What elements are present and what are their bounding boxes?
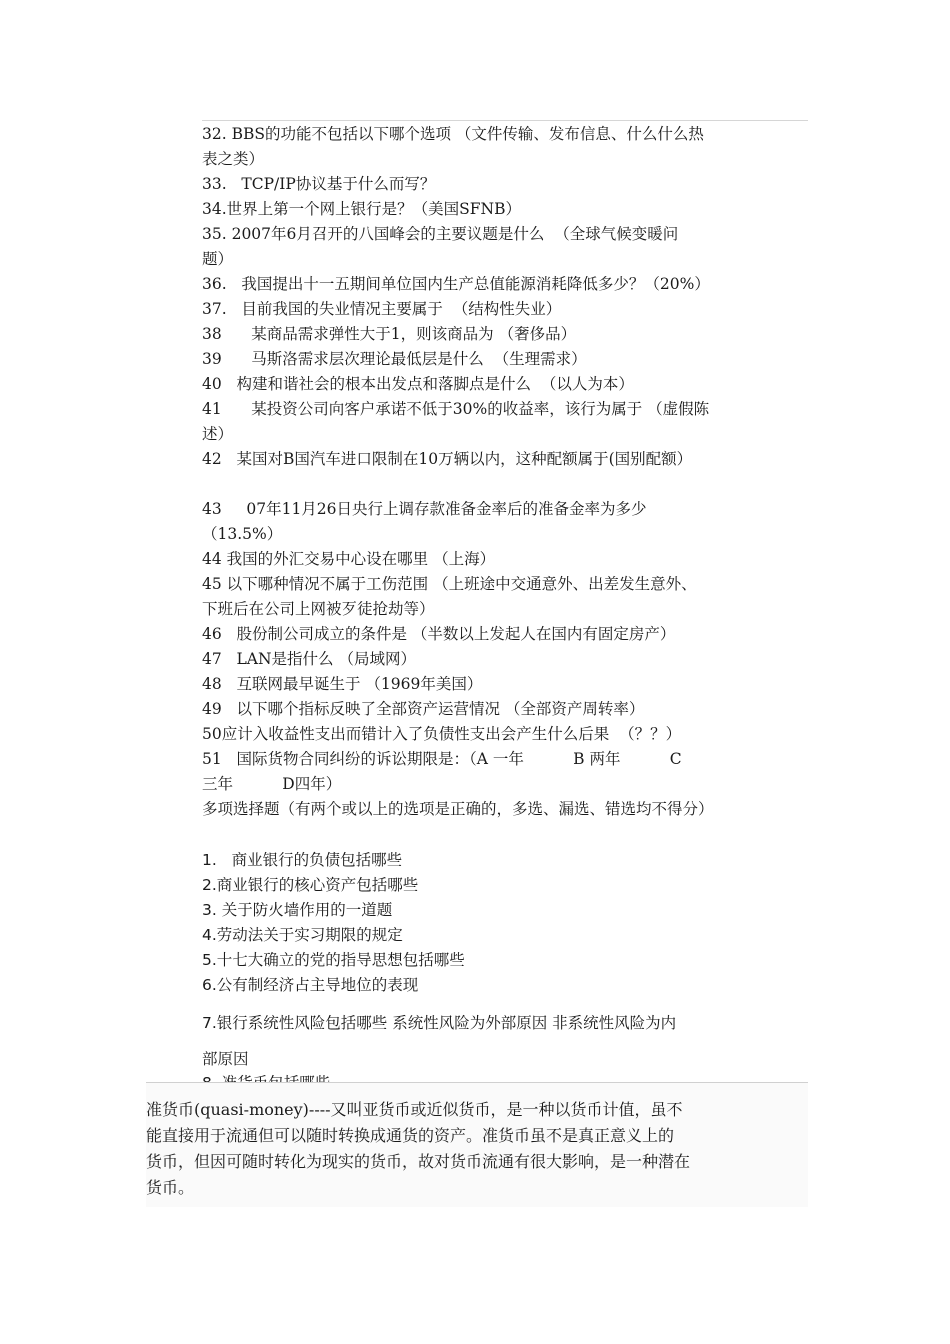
question-line: 40 构建和谐社会的根本出发点和落脚点是什么 （以人为本）	[202, 375, 634, 393]
multi-item: 6.公有制经济占主导地位的表现	[202, 976, 419, 994]
multi-item: 2.商业银行的核心资产包括哪些	[202, 876, 419, 894]
question-line: 45 以下哪种情况不属于工伤范围 （上班途中交通意外、出差发生意外、	[202, 575, 697, 593]
question-line: 50应计入收益性支出而错计入了负债性支出会产生什么后果 （？？）	[202, 725, 682, 743]
question-line: 34.世界上第一个网上银行是？（美国SFNB）	[202, 200, 521, 218]
item-7-line: 7.银行系统性风险包括哪些 系统性风险为外部原因 非系统性风险为内	[202, 1014, 677, 1032]
question-list	[202, 122, 808, 822]
question-line: 39 马斯洛需求层次理论最低层是什么 （生理需求）	[202, 350, 587, 368]
item-7-line: 部原因	[202, 1050, 249, 1068]
multi-choice-list	[202, 848, 808, 998]
question-line: 41 某投资公司向客户承诺不低于30%的收益率，该行为属于 （虚假陈	[202, 400, 710, 418]
question-line: 题）	[202, 250, 234, 268]
question-line: 43 07年11月26日央行上调存款准备金率后的准备金率为多少	[202, 500, 647, 518]
question-line: 51 国际货物合同纠纷的诉讼期限是：（A 一年 B 两年 C	[202, 750, 682, 768]
quasi-money-definition	[146, 1082, 808, 1207]
question-line: 三年 D四年）	[202, 775, 342, 793]
question-line: 33. TCP/IP协议基于什么而写？	[202, 175, 436, 193]
question-line: 37. 目前我国的失业情况主要属于 （结构性失业）	[202, 300, 562, 318]
definition-line: 能直接用于流通但可以随时转换成通货的资产。准货币虽不是真正意义上的	[146, 1126, 675, 1145]
question-line: 36. 我国提出十一五期间单位国内生产总值能源消耗降低多少？（20%）	[202, 275, 710, 293]
top-rule	[202, 120, 808, 121]
question-line: 44 我国的外汇交易中心设在哪里 （上海）	[202, 550, 496, 568]
question-line: 32. BBS的功能不包括以下哪个选项 （文件传输、发布信息、什么什么热	[202, 125, 704, 143]
definition-line: 货币。	[146, 1178, 195, 1197]
multi-item: 3. 关于防火墙作用的一道题	[202, 901, 393, 919]
item-7	[202, 1012, 808, 1034]
item-7-cont	[202, 1048, 808, 1070]
section-heading: 多项选择题（有两个或以上的选项是正确的，多选、漏选、错选均不得分）	[202, 800, 714, 818]
question-line: 35. 2007年6月召开的八国峰会的主要议题是什么 （全球气候变暖问	[202, 225, 679, 243]
question-line: 下班后在公司上网被歹徒抢劫等）	[202, 600, 435, 618]
question-line: 42 某国对B国汽车进口限制在10万辆以内，这种配额属于(国别配额）	[202, 450, 693, 468]
question-line: 表之类）	[202, 150, 265, 168]
multi-item: 4.劳动法关于实习期限的规定	[202, 926, 403, 944]
question-line: 38 某商品需求弹性大于1，则该商品为 （奢侈品）	[202, 325, 577, 343]
question-line: 48 互联网最早诞生于 （1969年美国）	[202, 675, 483, 693]
question-line: （13.5%）	[202, 525, 283, 543]
definition-line: 准货币(quasi-money)----又叫亚货币或近似货币，是一种以货币计值，虽不	[146, 1100, 683, 1119]
question-line: 49 以下哪个指标反映了全部资产运营情况 （全部资产周转率）	[202, 700, 645, 718]
definition-line: 货币，但因可随时转化为现实的货币，故对货币流通有很大影响，是一种潜在	[146, 1152, 691, 1171]
blank-line	[202, 472, 808, 497]
question-line: 47 LAN是指什么 （局域网）	[202, 650, 416, 668]
question-line: 46 股份制公司成立的条件是 （半数以上发起人在国内有固定房产）	[202, 625, 676, 643]
multi-item: 1. 商业银行的负债包括哪些	[202, 851, 403, 869]
question-line: 述）	[202, 425, 234, 443]
multi-item: 5.十七大确立的党的指导思想包括哪些	[202, 951, 465, 969]
